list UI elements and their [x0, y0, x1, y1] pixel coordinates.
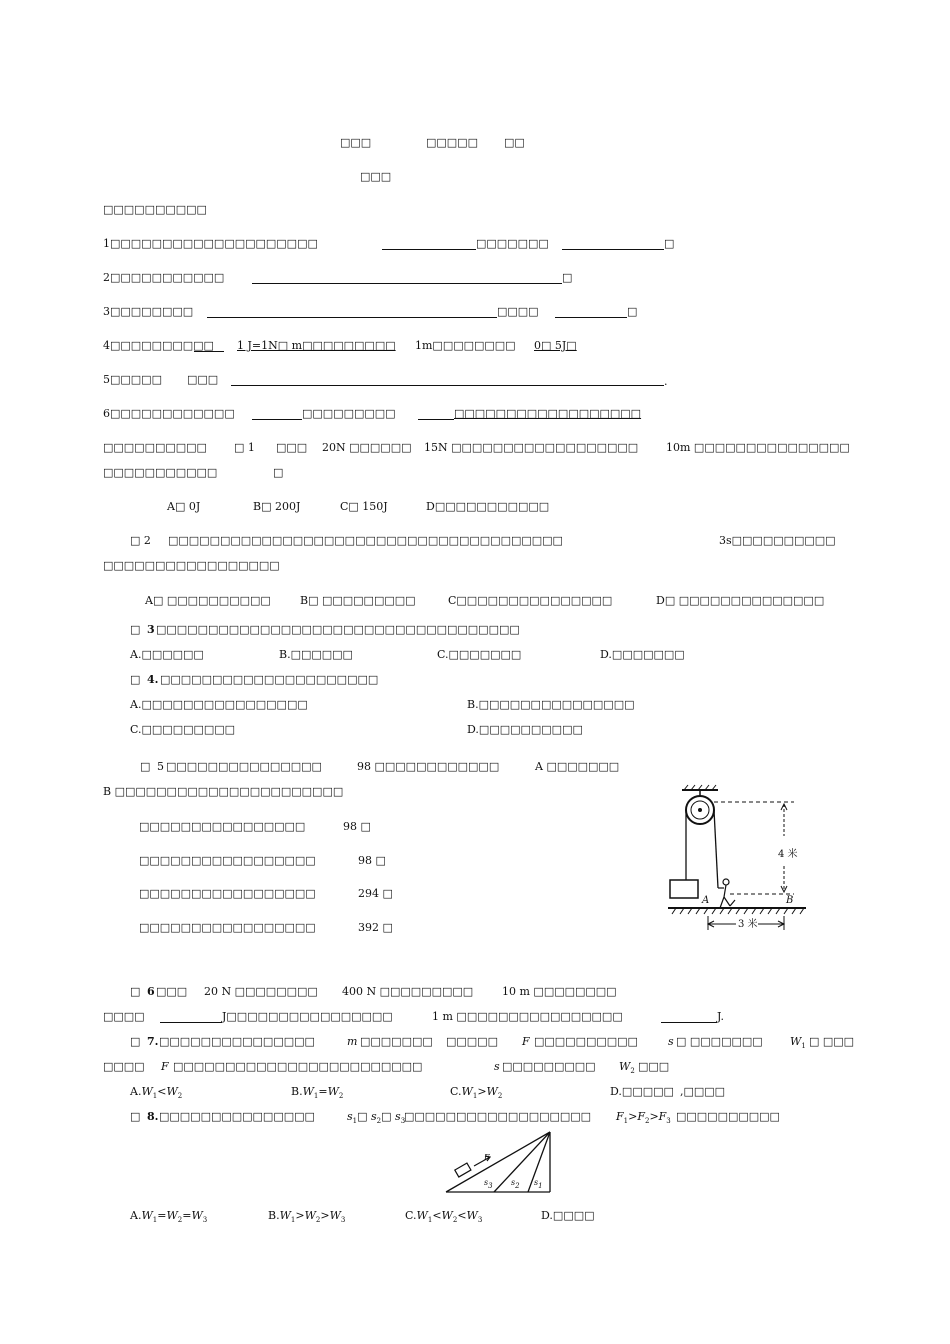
ex8-text-c: □□□□□□□□□□	[676, 1110, 780, 1123]
q4-meter: 1m□□□□□□□□	[415, 339, 516, 352]
incline-label-s1: $s_1$	[534, 1178, 543, 1190]
ex7-line2-force: F	[161, 1060, 169, 1073]
ex7-option-d: D.□□□□□	[610, 1085, 674, 1098]
ex7-mass: m	[347, 1035, 358, 1048]
ex6-number: □	[130, 985, 141, 998]
q2-end: □	[562, 271, 573, 284]
ex7-line2-d: □□□	[638, 1060, 670, 1073]
ex8-text-b: □□□□□□□□□□□□□□□□□□	[404, 1110, 592, 1123]
incline-label-s3: $s_3$	[484, 1178, 493, 1190]
pulley-label-distance: 3 米	[738, 919, 758, 930]
ex5-option-c: □□□□□□□□□□□□□□□□□	[139, 887, 316, 900]
ex7-n: 7.	[147, 1035, 159, 1048]
ex4-option-c: C.□□□□□□□□□	[130, 723, 236, 736]
ex8-option-a: $A.W_1=W_2=W_3$	[130, 1209, 208, 1224]
ex2-option-b: B□ □□□□□□□□□	[300, 594, 416, 607]
q1-mid: □□□□□□□	[476, 237, 549, 250]
ex3-n: 3	[147, 623, 155, 636]
ex7-distance: s	[668, 1035, 674, 1048]
pulley-label-height: 4 米	[778, 849, 798, 860]
ex8-distances: $s_1□$ $s_2□$ $s_3$	[347, 1110, 406, 1125]
ex5-option-a-value: 98 □	[343, 820, 371, 833]
q1-text: 1□□□□□□□□□□□□□□□□□□□□	[103, 237, 318, 250]
ex5-text-b: 98 □□□□□□□□□□□□	[357, 760, 500, 773]
ex7-line2-distance: s	[494, 1060, 500, 1073]
ex1-option-c: C□ 150J	[340, 500, 388, 513]
ex5-option-d: □□□□□□□□□□□□□□□□□	[139, 921, 316, 934]
ex7-w1-symbol: W	[790, 1035, 802, 1048]
q4-blank	[194, 351, 224, 352]
ex8-option-c-letter: C.	[405, 1209, 417, 1222]
ex7-text-b: □□□□□□□	[360, 1035, 433, 1048]
q3-blank-2	[555, 317, 627, 318]
incline-label-s2: $s_2$	[511, 1178, 520, 1190]
ex7-text-e: □ □□□□□□□	[676, 1035, 763, 1048]
ex2-option-d: D□ □□□□□□□□□□□□□□	[656, 594, 825, 607]
q6-end: □□□□□□□□□□□□□□□□□□	[454, 407, 642, 420]
ex6-line2-b: J□□□□□□□□□□□□□□□□	[222, 1010, 393, 1023]
ex7-text-f: □ □□□	[809, 1035, 855, 1048]
ex5-option-c-value: 294 □	[358, 887, 393, 900]
ex3-option-d: D.□□□□□□□	[600, 648, 685, 661]
q5-end: .	[664, 375, 668, 388]
q5-text: 5□□□□□	[103, 373, 162, 386]
q1-blank-1	[382, 249, 476, 250]
ex7-option-c-letter: C.	[450, 1085, 462, 1098]
ex7-text-a: □□□□□□□□□□□□□□□	[159, 1035, 315, 1048]
q6-blank-1	[252, 419, 302, 420]
q1-end: □	[664, 237, 675, 250]
section-heading-1: □□□□□□□□□□	[103, 203, 207, 216]
ex7-w2: $W_2$	[619, 1060, 635, 1075]
ex7-text-c: □□□□□	[446, 1035, 498, 1048]
ex4-text: □□□□□□□□□□□□□□□□□□□□□	[160, 673, 379, 686]
ex6-text-c: 400 N □□□□□□□□□	[342, 985, 474, 998]
q2-blank	[252, 283, 562, 284]
ex6-blank-1	[160, 1022, 222, 1023]
ex8-number: □	[130, 1110, 141, 1123]
ex7-option-a-letter: A.	[130, 1085, 142, 1098]
ex5-number: □	[140, 760, 151, 773]
ex8-option-b-letter: B.	[268, 1209, 280, 1222]
ex8-distance-symbol: s	[347, 1110, 353, 1123]
ex7-line2-c: □□□□□□□□□	[502, 1060, 596, 1073]
ex3-option-b: B.□□□□□□	[279, 648, 353, 661]
q5-mid: □□□	[187, 373, 219, 386]
q6-blank-2	[418, 419, 454, 420]
ex3-option-c: C.□□□□□□□	[437, 648, 522, 661]
ex1-text-b: 20N □□□□□□	[322, 441, 412, 454]
subtitle: □□□	[360, 170, 392, 183]
ex5-option-a: □□□□□□□□□□□□□□□□	[139, 820, 306, 833]
ex7-w1: $W_1$	[790, 1035, 806, 1050]
ex6-line2-end: J.	[717, 1010, 725, 1023]
q3-mid: □□□□	[497, 305, 539, 318]
ex7-text-d: □□□□□□□□□□	[534, 1035, 638, 1048]
ex2-number: □ 2	[130, 534, 151, 547]
incline-label-force: F	[484, 1153, 490, 1162]
ex4-number: □	[130, 673, 141, 686]
title-part-c: □□	[504, 136, 525, 149]
ex7-number: □	[130, 1035, 141, 1048]
ex6-text-d: 10 m □□□□□□□□	[502, 985, 617, 998]
ex1-line2-end: □	[273, 466, 284, 479]
q3-blank-1	[207, 317, 497, 318]
ex6-line2-c: 1 m □□□□□□□□□□□□□□□□	[432, 1010, 623, 1023]
pulley-label-b: B	[786, 895, 794, 906]
ex5-line2: B □□□□□□□□□□□□□□□□□□□□□□	[103, 785, 344, 798]
q3-text: 3□□□□□□□□	[103, 305, 194, 318]
ex1-option-a: A□ 0J	[167, 500, 201, 513]
q3-end: □	[627, 305, 638, 318]
ex7-option-c: $C.W_1>W_2$	[450, 1085, 503, 1100]
incline-label-s2-symbol: s	[511, 1178, 516, 1187]
ex8-forces: $F_1>F_2>F_3$	[616, 1110, 671, 1125]
ex7-option-d-tail: ,□□□□	[680, 1085, 726, 1098]
q4-text: 4□□□□□□□□□□	[103, 339, 214, 352]
ex5-option-b-value: 98 □	[358, 854, 386, 867]
ex3-number: □	[130, 623, 141, 636]
ex7-force: F	[522, 1035, 530, 1048]
q5-blank	[231, 385, 664, 386]
ex4-option-d: D.□□□□□□□□□□	[467, 723, 583, 736]
q1-blank-2	[562, 249, 664, 250]
ex1-option-d: D□□□□□□□□□□□	[426, 500, 550, 513]
ex2-line2: □□□□□□□□□□□□□□□□□	[103, 559, 280, 572]
ex4-n: 4.	[147, 673, 159, 686]
ex1-option-b: B□ 200J	[253, 500, 301, 513]
ex6-text-a: □□□	[156, 985, 188, 998]
incline-label-s1-symbol: s	[534, 1178, 539, 1187]
ex7-option-a: $A.W_1<W_2$	[130, 1085, 183, 1100]
ex7-w2-symbol: W	[619, 1060, 631, 1073]
ex1-text-a: □□□	[276, 441, 308, 454]
ex6-text-b: 20 N □□□□□□□□	[204, 985, 318, 998]
ex8-option-a-letter: A.	[130, 1209, 142, 1222]
ex2-option-c: C□□□□□□□□□□□□□□□	[448, 594, 613, 607]
ex8-option-c: $C.W_1<W_2<W_3$	[405, 1209, 483, 1224]
ex8-text-a: □□□□□□□□□□□□□□□	[159, 1110, 315, 1123]
ex5-text-a: □□□□□□□□□□□□□□□	[166, 760, 322, 773]
ex4-option-b: B.□□□□□□□□□□□□□□□	[467, 698, 635, 711]
title-part-b: □□□□□	[426, 136, 478, 149]
ex7-option-b: $B.W_1=W_2$	[291, 1085, 344, 1100]
ex8-option-b: $B.W_1>W_2>W_3$	[268, 1209, 346, 1224]
ex6-line2-a: □□□□	[103, 1010, 145, 1023]
ex6-n: 6	[147, 985, 155, 998]
ex6-blank-2	[661, 1022, 717, 1023]
ex4-option-a: A.□□□□□□□□□□□□□□□□	[130, 698, 308, 711]
ex8-option-d: D.□□□□	[541, 1209, 595, 1222]
ex5-text-c: A □□□□□□□	[535, 760, 620, 773]
ex2-text-b: 3s□□□□□□□□□□	[719, 534, 836, 547]
title-part-a: □□□	[340, 136, 372, 149]
ex1-line2: □□□□□□□□□□□	[103, 466, 218, 479]
ex5-option-b: □□□□□□□□□□□□□□□□□	[139, 854, 316, 867]
ex7-line2-b: □□□□□□□□□□□□□□□□□□□□□□□□	[173, 1060, 423, 1073]
q6-text: 6□□□□□□□□□□□□	[103, 407, 235, 420]
ex5-option-d-value: 392 □	[358, 921, 393, 934]
pulley-label-a: A	[702, 895, 710, 906]
ex7-line2-a: □□□□	[103, 1060, 145, 1073]
ex7-option-b-letter: B.	[291, 1085, 303, 1098]
ex2-text-a: □□□□□□□□□□□□□□□□□□□□□□□□□□□□□□□□□□□□□□	[168, 534, 563, 547]
q4-unit: 1 J=1N□ m□□□□□□□□□	[237, 339, 396, 352]
q4-value: 0□ 5J□	[534, 339, 577, 352]
ex5-n: 5	[157, 760, 164, 773]
q6-mid: □□□□□□□□□	[302, 407, 396, 420]
ex1-text-c: 15N □□□□□□□□□□□□□□□□□□	[424, 441, 639, 454]
ex8-n: 8.	[147, 1110, 159, 1123]
section-heading-2: □□□□□□□□□□	[103, 441, 207, 454]
ex1-number: □ 1	[234, 441, 255, 454]
ex2-option-a: A□ □□□□□□□□□□	[145, 594, 271, 607]
q2-text: 2□□□□□□□□□□□	[103, 271, 225, 284]
ex3-option-a: A.□□□□□□	[130, 648, 204, 661]
ex1-text-d: 10m □□□□□□□□□□□□□□□	[666, 441, 850, 454]
ex3-text: □□□□□□□□□□□□□□□□□□□□□□□□□□□□□□□□□□□	[156, 623, 520, 636]
incline-label-s3-symbol: s	[484, 1178, 489, 1187]
